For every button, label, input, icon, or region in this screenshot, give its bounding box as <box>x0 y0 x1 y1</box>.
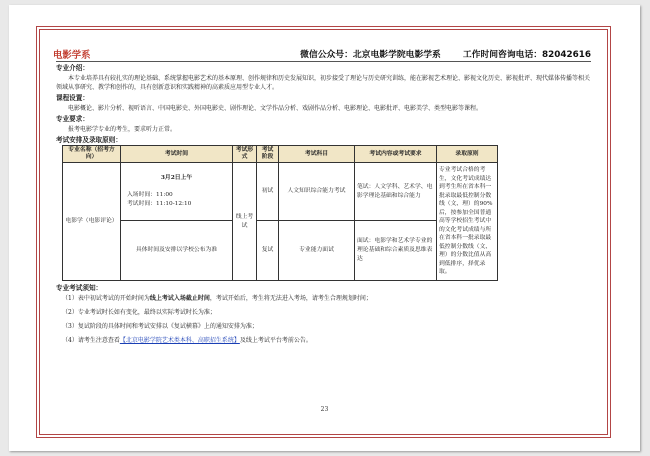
courses-text: 电影概论、影片分析、视听语言、中国电影史、外国电影史、剧作理论、文学作品分析、戏剧作品分析、电影理论、电影批评、电影美学、类型电影等课程。 <box>68 105 483 112</box>
first-stage: 初试 <box>257 163 279 221</box>
second-content: 面试：电影学和艺术学专业的理论基础和综合素质及思维表达 <box>355 221 437 281</box>
note-2: （2）专业考试时长如有变化，最终以实际考试时长为准； <box>62 309 216 316</box>
note-4: （4）请考生注意查看【北京电影学院艺术类本科、高职招生系统】及线上考试平台考前公告。 <box>62 337 312 344</box>
admission-principle: 专业考试合格的考生，文化考试成绩达到考生所在省本科一批录取最低控制分数线（文、理）的90%后，按参加全国普通高等学校招生考试中的文化考试成绩与所在省本科一批录取最低控制分数线（文、理）的分数比值从高到低排序，择优录取。 <box>437 163 498 281</box>
table-header-row <box>63 146 498 163</box>
first-exam-time <box>121 163 233 221</box>
header-time: 考试时间 <box>121 146 233 163</box>
page-number: 23 <box>320 406 329 413</box>
major-cell: 电影学（电影评论） <box>63 163 121 281</box>
first-content: 笔试：人文学科、艺术学、电影学理论基础和综合能力 <box>355 163 437 221</box>
first-subject: 人文知识综合能力考试 <box>279 163 355 221</box>
exam-schedule-table <box>62 145 498 281</box>
courses-heading: 课程设置： <box>56 94 89 102</box>
department-title: 电影学系 <box>53 50 91 61</box>
first-exam-duration: 考试时间：11:10-12:10 <box>127 201 192 207</box>
wechat-account: 微信公众号：北京电影学院电影学系 <box>300 50 441 60</box>
contact-phone: 工作时间咨询电话：82042616 <box>462 50 591 60</box>
header-subject: 考试科目 <box>279 146 355 163</box>
requirements-text: 报考电影学专业的考生，要求听力正常。 <box>68 126 177 133</box>
intro-text: 本专业培养具有较扎实的理论基础、系统掌握电影艺术的基本原理、创作规律和历史发展知识，初步接受了理论与历史研究训练，能在影视艺术理论、影视文化历史、影视批评、现代媒体传播等相关领域从事研究、教学和创作的，具有创新意识和实践精神的高素质应用型专业人才。 <box>56 75 591 91</box>
second-subject: 专业能力面试 <box>279 221 355 281</box>
first-exam-date: 3月2日上午 <box>160 175 193 181</box>
table-row <box>63 163 498 221</box>
second-exam-time: 具体时间及安排以学校公布为准 <box>121 221 233 281</box>
table-row <box>63 221 498 281</box>
schedule-heading: 考试安排及录取原则： <box>56 136 122 144</box>
notes-list <box>56 295 591 345</box>
header-admission: 录取原则 <box>437 146 498 163</box>
note-3: （3）复试阶段的具体时间和考试安排以《复试横幕》上的通知安排为准； <box>62 323 258 330</box>
second-stage: 复试 <box>257 221 279 281</box>
format-cell: 线上考试 <box>233 163 257 281</box>
notes-heading: 专业考试须知： <box>56 284 103 292</box>
header-major: 专业名称（招考方向） <box>63 146 121 163</box>
header-format: 考试形式 <box>233 146 257 163</box>
page-header <box>53 47 591 62</box>
first-exam-entry: 入场时间：11:00 <box>127 192 173 198</box>
note-1: （1）表中初试考试的开始时间为线上考试入场截止时间，考试开始后，考生将无法进入考场，请考生合理规划时间； <box>62 295 372 302</box>
intro-heading: 专业介绍： <box>56 64 89 72</box>
requirements-heading: 专业要求： <box>56 115 89 123</box>
admission-system-link[interactable]: 【北京电影学院艺术类本科、高职招生系统】 <box>119 337 240 344</box>
header-stage: 考试阶段 <box>257 146 279 163</box>
page-content <box>53 47 591 345</box>
header-content: 考试内容或考试要求 <box>355 146 437 163</box>
